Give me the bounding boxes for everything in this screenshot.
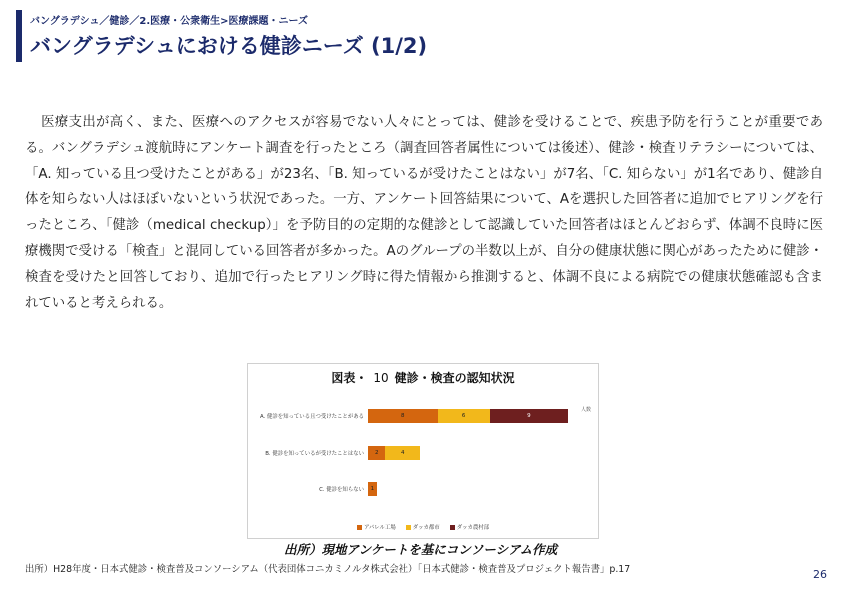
chart-category-label: A. 健診を知っている且つ受けたことがある	[259, 414, 364, 420]
figure-caption: 出所）現地アンケートを基にコンソーシアム作成	[284, 542, 558, 557]
chart-bar-segment: 6	[438, 409, 490, 423]
chart-legend	[248, 523, 598, 531]
chart-category-label: C. 健診を知らない	[319, 487, 364, 493]
legend-series-name: アパレル工場	[363, 525, 396, 531]
chart-category-label: B. 健診を知っているが受けたことはない	[265, 451, 364, 457]
chart-legend-item	[450, 523, 489, 531]
figure-title-text: 健診・検査の認知状況	[394, 371, 515, 385]
chart-bar-segment: 1	[368, 482, 377, 496]
legend-swatch	[406, 525, 411, 530]
legend-swatch	[357, 525, 362, 530]
legend-series-name: ダッカ農村部	[456, 525, 490, 531]
legend-series-name: ダッカ都市	[412, 525, 440, 531]
page-number: 26	[813, 568, 827, 581]
chart-bar-segment: 4	[385, 446, 420, 460]
chart-unit-label: 人数	[581, 407, 592, 413]
chart-legend-item	[406, 523, 440, 531]
figure-title	[248, 369, 598, 386]
chart-bar-segment: 9	[490, 409, 568, 423]
chart-bar-segment: 2	[368, 446, 385, 460]
body-paragraph: 医療支出が高く、また、医療へのアクセスが容易でない人々にとっては、健診を受けることで、疾患予防を行うことが重要である。バングラデシュ渡航時にアンケート調査を行ったところ（調査回答者属性については後述）、健診・検査リテラシーについては、「A. 知っている且つ受けたことがある」が23名、「B. 知っているが受けたことはない」が7名、「C. 知らない」が1名であり、健診自体を知らない人はほぼいないという状況であった。一方、アンケート回答結果について、Aを選択した回答者に追加でヒアリングを行ったところ、「健診（medical checkup）」を予防目的の定期的な健診として認識していた回答者はほとんどおらず、体調不良時に医療機関で受ける「検査」と混同している回答者が多かった。Aのグループの半数以上が、自分の健康状態に関心があったために健診・検査を受けたと回答しており、追加で行ったヒアリング時に得た情報から推測すると、体調不良による病院での健康状態確認も含まれていると考えられる。	[25, 115, 823, 311]
title-accent-bar	[16, 10, 22, 62]
figure-number: 10	[373, 371, 389, 385]
breadcrumb: バングラデシュ／健診／2.医療・公衆衛生>医療課題・ニーズ	[30, 16, 309, 27]
page-title: バングラデシュにおける健診ニーズ (1/2)	[30, 34, 428, 58]
legend-swatch	[450, 525, 455, 530]
chart-bar-segment: 8	[368, 409, 438, 423]
figure-awareness-chart	[247, 363, 599, 539]
figure-label: 図表・	[331, 371, 368, 385]
chart-legend-item	[357, 523, 396, 531]
source-note: 出所）H28年度・日本式健診・検査普及コンソーシアム（代表団体コニカミノルタ株式会社）「日本式健診・検査普及プロジェクト報告書」p.17	[25, 564, 631, 575]
